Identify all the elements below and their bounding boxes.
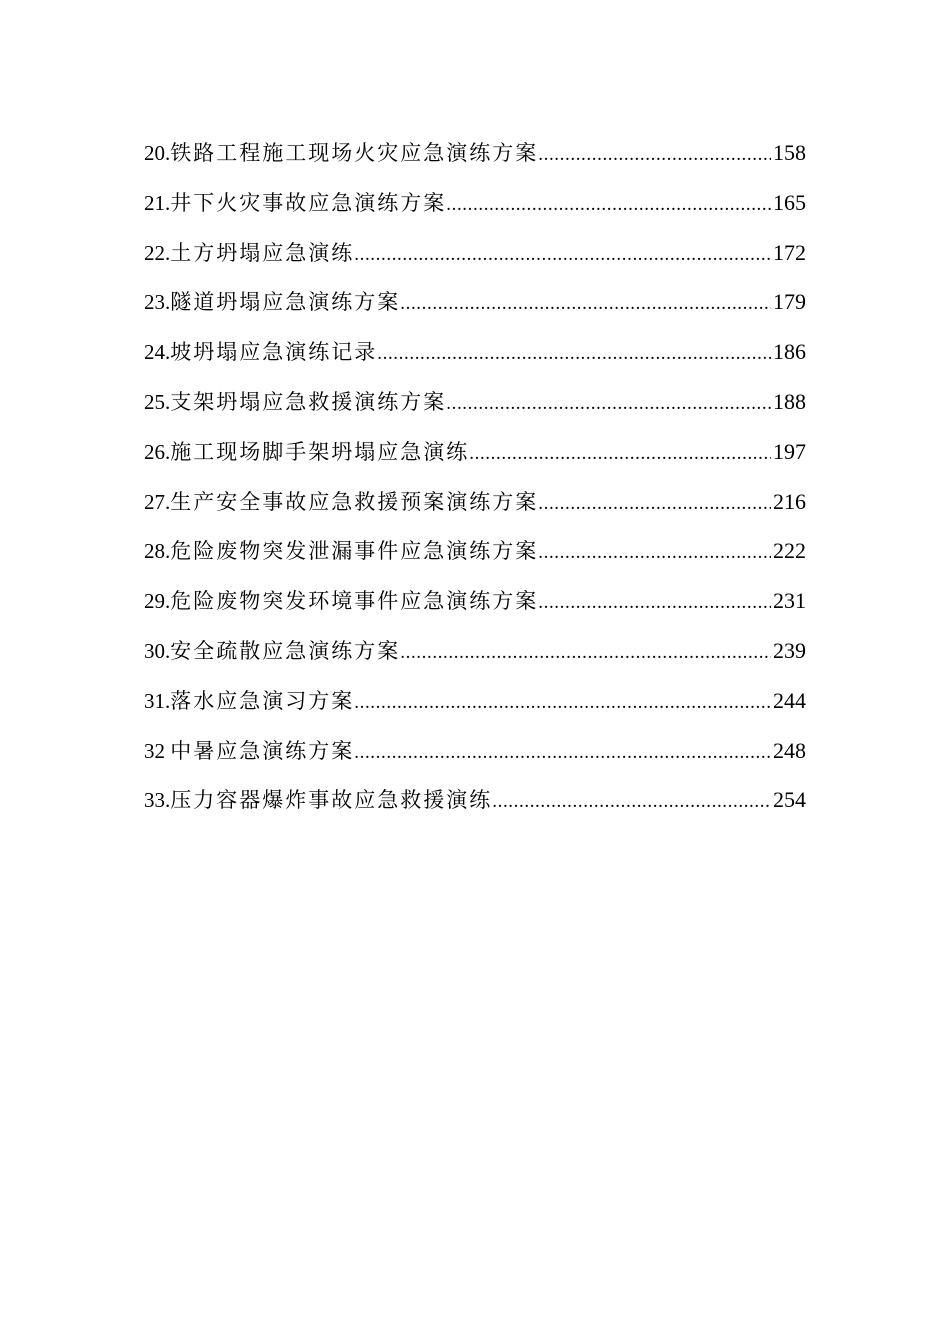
toc-entry-number: 30. bbox=[144, 638, 171, 663]
toc-entry-number: 25. bbox=[144, 389, 171, 414]
toc-entry-title bbox=[144, 179, 446, 228]
toc-entry[interactable] bbox=[144, 277, 806, 327]
toc-page-number: 188 bbox=[773, 388, 806, 414]
toc-entry-number: 33. bbox=[144, 788, 171, 813]
toc-entry-number: 31. bbox=[144, 688, 171, 713]
toc-entry-title bbox=[144, 278, 400, 327]
toc-page-number: 158 bbox=[773, 140, 806, 165]
toc-entry[interactable] bbox=[144, 178, 806, 228]
toc-page-number: 222 bbox=[773, 538, 806, 564]
toc-entry[interactable] bbox=[144, 726, 806, 776]
toc-entry[interactable] bbox=[144, 427, 806, 477]
toc-entry-title bbox=[144, 677, 354, 726]
toc-entry-text: 生产安全事故应急救援预案演练方案 bbox=[170, 489, 539, 514]
toc-entry[interactable] bbox=[144, 327, 806, 377]
toc-entry-text: 中暑应急演练方案 bbox=[170, 738, 355, 763]
dot-leader bbox=[354, 728, 771, 776]
toc-entry-title bbox=[144, 229, 354, 278]
toc-entry-title bbox=[144, 478, 538, 527]
toc-entry-number: 28. bbox=[144, 539, 171, 564]
toc-entry-title bbox=[144, 776, 492, 825]
toc-page-number: 239 bbox=[773, 637, 806, 663]
toc-entry-title bbox=[144, 129, 538, 178]
dot-leader bbox=[400, 628, 771, 676]
table-of-contents bbox=[144, 128, 806, 825]
toc-entry-title bbox=[144, 727, 354, 776]
toc-entry[interactable] bbox=[144, 576, 806, 626]
toc-page-number: 244 bbox=[773, 687, 806, 713]
toc-entry-title bbox=[144, 627, 400, 676]
toc-entry-title bbox=[144, 527, 538, 576]
toc-entry-number: 27. bbox=[144, 489, 171, 514]
toc-entry-number: 24. bbox=[144, 340, 171, 365]
toc-entry-title bbox=[144, 428, 469, 477]
dot-leader bbox=[354, 678, 771, 726]
toc-page-number: 254 bbox=[773, 787, 806, 813]
toc-entry-text: 土方坍塌应急演练 bbox=[170, 240, 355, 265]
toc-page-number: 172 bbox=[773, 239, 806, 265]
toc-entry-text: 支架坍塌应急救援演练方案 bbox=[170, 389, 447, 414]
toc-entry-text: 施工现场脚手架坍塌应急演练 bbox=[170, 439, 470, 464]
toc-entry[interactable] bbox=[144, 128, 806, 178]
toc-entry-number: 32 bbox=[144, 738, 171, 763]
dot-leader bbox=[446, 180, 771, 228]
toc-entry[interactable] bbox=[144, 477, 806, 527]
toc-page-number: 186 bbox=[773, 339, 806, 365]
toc-entry[interactable] bbox=[144, 676, 806, 726]
toc-entry-text: 危险废物突发泄漏事件应急演练方案 bbox=[170, 539, 539, 564]
toc-entry-title bbox=[144, 577, 538, 626]
toc-entry-text: 落水应急演习方案 bbox=[170, 688, 355, 713]
toc-entry-number: 23. bbox=[144, 290, 171, 315]
toc-entry-number: 21. bbox=[144, 190, 171, 215]
toc-entry[interactable] bbox=[144, 228, 806, 278]
dot-leader bbox=[538, 578, 771, 626]
toc-entry[interactable] bbox=[144, 377, 806, 427]
toc-entry-title bbox=[144, 328, 377, 377]
dot-leader bbox=[400, 279, 771, 327]
dot-leader bbox=[446, 379, 771, 427]
toc-page-number: 248 bbox=[773, 737, 806, 763]
toc-page-number: 197 bbox=[773, 438, 806, 464]
toc-entry-title bbox=[144, 378, 446, 427]
toc-entry[interactable] bbox=[144, 626, 806, 676]
toc-page-number: 165 bbox=[773, 189, 806, 215]
toc-page-number: 231 bbox=[773, 588, 806, 614]
toc-entry[interactable] bbox=[144, 526, 806, 576]
toc-page-number: 216 bbox=[773, 488, 806, 514]
toc-entry-number: 26. bbox=[144, 439, 171, 464]
toc-entry[interactable] bbox=[144, 775, 806, 825]
toc-entry-text: 铁路工程施工现场火灾应急演练方案 bbox=[170, 141, 539, 165]
toc-entry-number: 22. bbox=[144, 240, 171, 265]
dot-leader bbox=[469, 429, 771, 477]
toc-entry-text: 安全疏散应急演练方案 bbox=[170, 638, 401, 663]
dot-leader bbox=[377, 329, 771, 377]
toc-entry-text: 危险废物突发环境事件应急演练方案 bbox=[170, 589, 539, 614]
toc-entry-text: 隧道坍塌应急演练方案 bbox=[170, 290, 401, 315]
toc-entry-text: 井下火灾事故应急演练方案 bbox=[170, 190, 447, 215]
toc-entry-text: 压力容器爆炸事故应急救援演练 bbox=[170, 788, 493, 813]
toc-page-number: 179 bbox=[773, 289, 806, 315]
toc-entry-number: 29. bbox=[144, 589, 171, 614]
dot-leader bbox=[538, 130, 771, 178]
dot-leader bbox=[538, 479, 771, 527]
toc-entry-number: 20. bbox=[144, 141, 171, 165]
toc-entry-text: 坡坍塌应急演练记录 bbox=[170, 340, 378, 365]
dot-leader bbox=[354, 230, 771, 278]
dot-leader bbox=[538, 528, 771, 576]
dot-leader bbox=[492, 777, 771, 825]
